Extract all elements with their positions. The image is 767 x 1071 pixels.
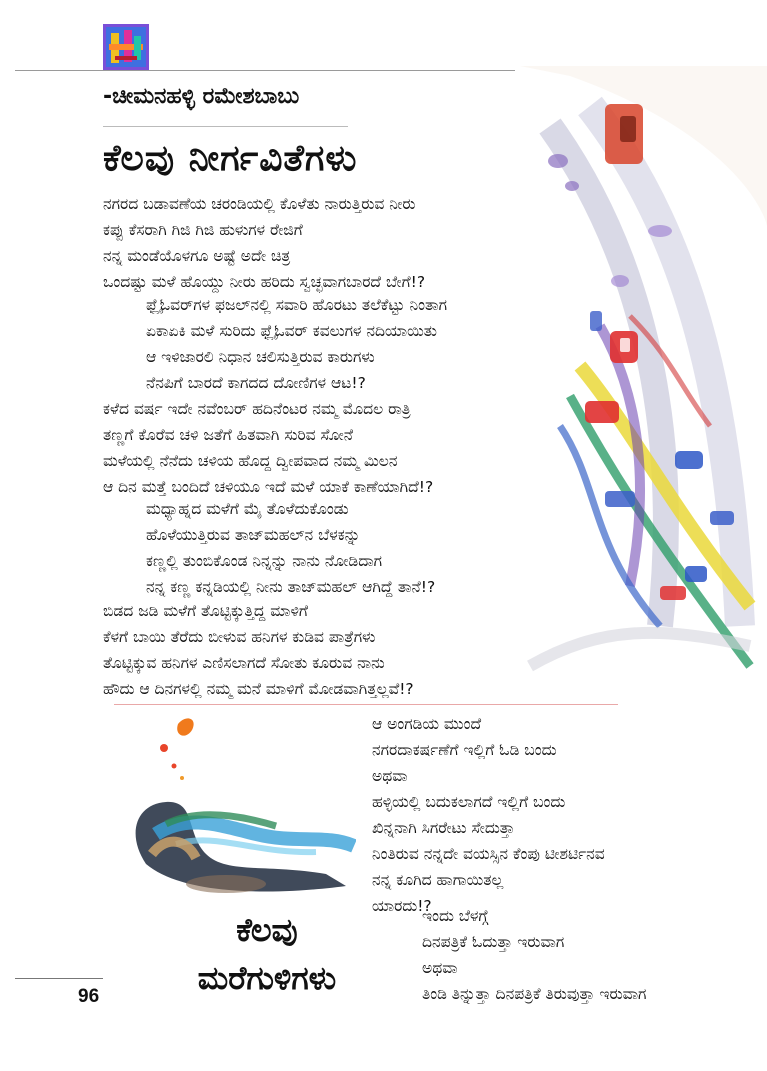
poem1-stanza-1	[103, 191, 425, 295]
watercolor-splash-illustration	[126, 714, 356, 898]
poem2-title-line-2: ಮರೆಗುಳಿಗಳು	[197, 959, 337, 997]
poem-line: ಆ ಇಳಿಜಾರಲಿ ನಿಧಾನ ಚಲಿಸುತ್ತಿರುವ ಕಾರುಗಳು	[146, 348, 375, 366]
poem-line: ಖಿನ್ನನಾಗಿ ಸಿಗರೇಟು ಸೇದುತ್ತಾ	[372, 819, 515, 837]
poem-line: ಮಧ್ಯಾಹ್ನದ ಮಳೆಗೆ ಮೈ ತೊಳೆದುಕೊಂಡು	[146, 500, 349, 518]
poem-line: ನಗರದ ಬಡಾವಣೆಯ ಚರಂಡಿಯಲ್ಲಿ ಕೊಳೆತು ನಾರುತ್ತಿರುವ ನೀರು	[103, 195, 416, 213]
poem-line: ಕಳೆದ ವರ್ಷ ಇದೇ ನವೆಂಬರ್ ಹದಿನೆಂಟರ ನಮ್ಮ ಮೊದಲ ರಾತ್ರಿ	[103, 400, 411, 418]
poem-line: ಅಥವಾ	[372, 767, 408, 785]
poem-line: ನೆನಪಿಗೆ ಬಾರದೆ ಕಾಗದದ ದೋಣಿಗಳ ಆಟ!?	[146, 374, 366, 392]
poem-line: ಕಪ್ಪು ಕೆಸರಾಗಿ ಗಿಜಿ ಗಿಜಿ ಹುಳುಗಳ ರೇಜಿಗೆ	[103, 221, 303, 239]
poem-title: ಕೆಲವು ನೀರ್ಗವಿತೆಗಳು	[103, 138, 358, 179]
watercolor-flyover-cars-illustration	[510, 66, 767, 686]
poem-line: ಹೊಳೆಯುತ್ತಿರುವ ತಾಜ್‌ಮಹಲ್‌ನ ಬೆಳಕನ್ನು	[146, 526, 361, 544]
poem-line: ನನ್ನ ಕೂಗಿದ ಹಾಗಾಯಿತಲ್ಲ	[372, 871, 504, 889]
poem-line: ದಿನಪತ್ರಿಕೆ ಓದುತ್ತಾ ಇರುವಾಗ	[422, 933, 565, 951]
poem-line: ತಿಂಡಿ ತಿನ್ನುತ್ತಾ ದಿನಪತ್ರಿಕೆ ತಿರುವುತ್ತಾ ಇರುವಾಗ	[422, 985, 647, 1003]
top-rule	[15, 70, 515, 71]
poem-line: ಇಂದು ಬೆಳಗ್ಗೆ	[422, 907, 489, 925]
page-number: 96	[78, 986, 100, 1007]
poem-line: ಒಂದಷ್ಟು ಮಳೆ ಹೊಯ್ದು ನೀರು ಹರಿದು ಸ್ವಚ್ಛವಾಗಬಾರದೆ ಬೇಗೆ!?	[103, 273, 426, 291]
author-rule	[103, 126, 348, 127]
poem-line: ಅಥವಾ	[422, 959, 458, 977]
poem-line: ತಣ್ಣಗೆ ಕೊರೆವ ಚಳಿ ಜತೆಗೆ ಹಿತವಾಗಿ ಸುರಿವ ಸೋನೆ	[103, 426, 354, 444]
poem-line: ತೊಟ್ಟಿಕ್ಕುವ ಹನಿಗಳ ಎಣಿಸಲಾಗದೆ ಸೋತು ಕೂರುವ ನಾನು	[103, 654, 385, 672]
poem-line: ಕಣ್ಣಲ್ಲಿ ತುಂಬಿಕೊಂಡ ನಿನ್ನನ್ನು ನಾನು ನೋಡಿದಾಗ	[146, 552, 383, 570]
poem-line: ನನ್ನ ಕಣ್ಣ ಕನ್ನಡಿಯಲ್ಲಿ ನೀನು ತಾಜ್‌ಮಹಲ್ ಆಗಿದ್ದೆ ತಾನೆ!?	[146, 578, 436, 596]
poem-line: ನನ್ನ ಮಂಡೆಯೊಳಗೂ ಅಷ್ಟೆ ಅದೇ ಚಿತ್ರ	[103, 247, 291, 265]
poem-line: ಹಳ್ಳಿಯಲ್ಲಿ ಬದುಕಲಾಗದೆ ಇಲ್ಲಿಗೆ ಬಂದು	[372, 793, 566, 811]
poem1-stanza-4	[146, 496, 435, 600]
poem-line: ಮಳೆಯಲ್ಲಿ ನೆನೆದು ಚಳಿಯ ಹೊದ್ದ ದ್ವೀಪವಾದ ನಮ್ಮ ಮಿಲನ	[103, 452, 398, 470]
poem-line: ನಿಂತಿರುವ ನನ್ನದೇ ವಯಸ್ಸಿನ ಕೆಂಪು ಟೀಶರ್ಟಿನವ	[372, 845, 605, 863]
poem-line: ನಗರದಾಕರ್ಷಣೆಗೆ ಇಲ್ಲಿಗೆ ಓಡಿ ಬಂದು	[372, 741, 557, 759]
page-number-rule	[15, 978, 103, 979]
poem1-stanza-2	[146, 292, 447, 396]
author-name: -ಚೀಮನಹಳ್ಳಿ ರಮೇಶಬಾಬು	[103, 84, 300, 109]
poem-line: ಆ ದಿನ ಮತ್ತೆ ಬಂದಿದೆ ಚಳಿಯೂ ಇದೆ ಮಳೆ ಯಾಕೆ ಕಾಣೆಯಾಗಿದೆ!?	[103, 478, 434, 496]
poem2-stanza-2	[422, 903, 646, 1007]
poem-line: ಆ ಅಂಗಡಿಯ ಮುಂದೆ	[372, 715, 482, 733]
poem1-stanza-3	[103, 396, 433, 500]
poem-line: ಕೆಳಗೆ ಬಾಯಿ ತೆರೆದು ಬೀಳುವ ಹನಿಗಳ ಕುಡಿವ ಪಾತ್ರೆಗಳು	[103, 628, 376, 646]
poem-line: ಏಕಾಏಕಿ ಮಳೆ ಸುರಿದು ಫ್ಲೈಓವರ್ ಕವಲುಗಳ ನದಿಯಾಯಿತು	[146, 322, 437, 340]
magazine-logo-icon	[103, 24, 149, 70]
poem2-stanza-1	[372, 711, 605, 919]
poem-line: ಬಿಡದ ಜಡಿ ಮಳೆಗೆ ತೊಟ್ಟಿಕ್ಕುತ್ತಿದ್ದ ಮಾಳಿಗೆ	[103, 602, 308, 620]
poem-line: ಯಾರದು!?	[372, 897, 432, 915]
poem-line: ಹೌದು ಆ ದಿನಗಳಲ್ಲಿ ನಮ್ಮ ಮನೆ ಮಾಳಿಗೆ ಮೋಡವಾಗಿತ್ತಲ್ಲವೆ!?	[103, 680, 414, 698]
poem2-title-line-1: ಕೆಲವು	[236, 911, 298, 949]
poem-line: ಫ್ಲೈಓವರ್‌ಗಳ ಫಜಲ್‌ನಲ್ಲಿ ಸವಾರಿ ಹೊರಟು ತಲೆಕೆಟ್ಟು ನಿಂತಾಗ	[146, 296, 448, 314]
poem2-title	[162, 906, 372, 1002]
section-divider	[114, 704, 618, 705]
poem1-stanza-5	[103, 598, 414, 702]
